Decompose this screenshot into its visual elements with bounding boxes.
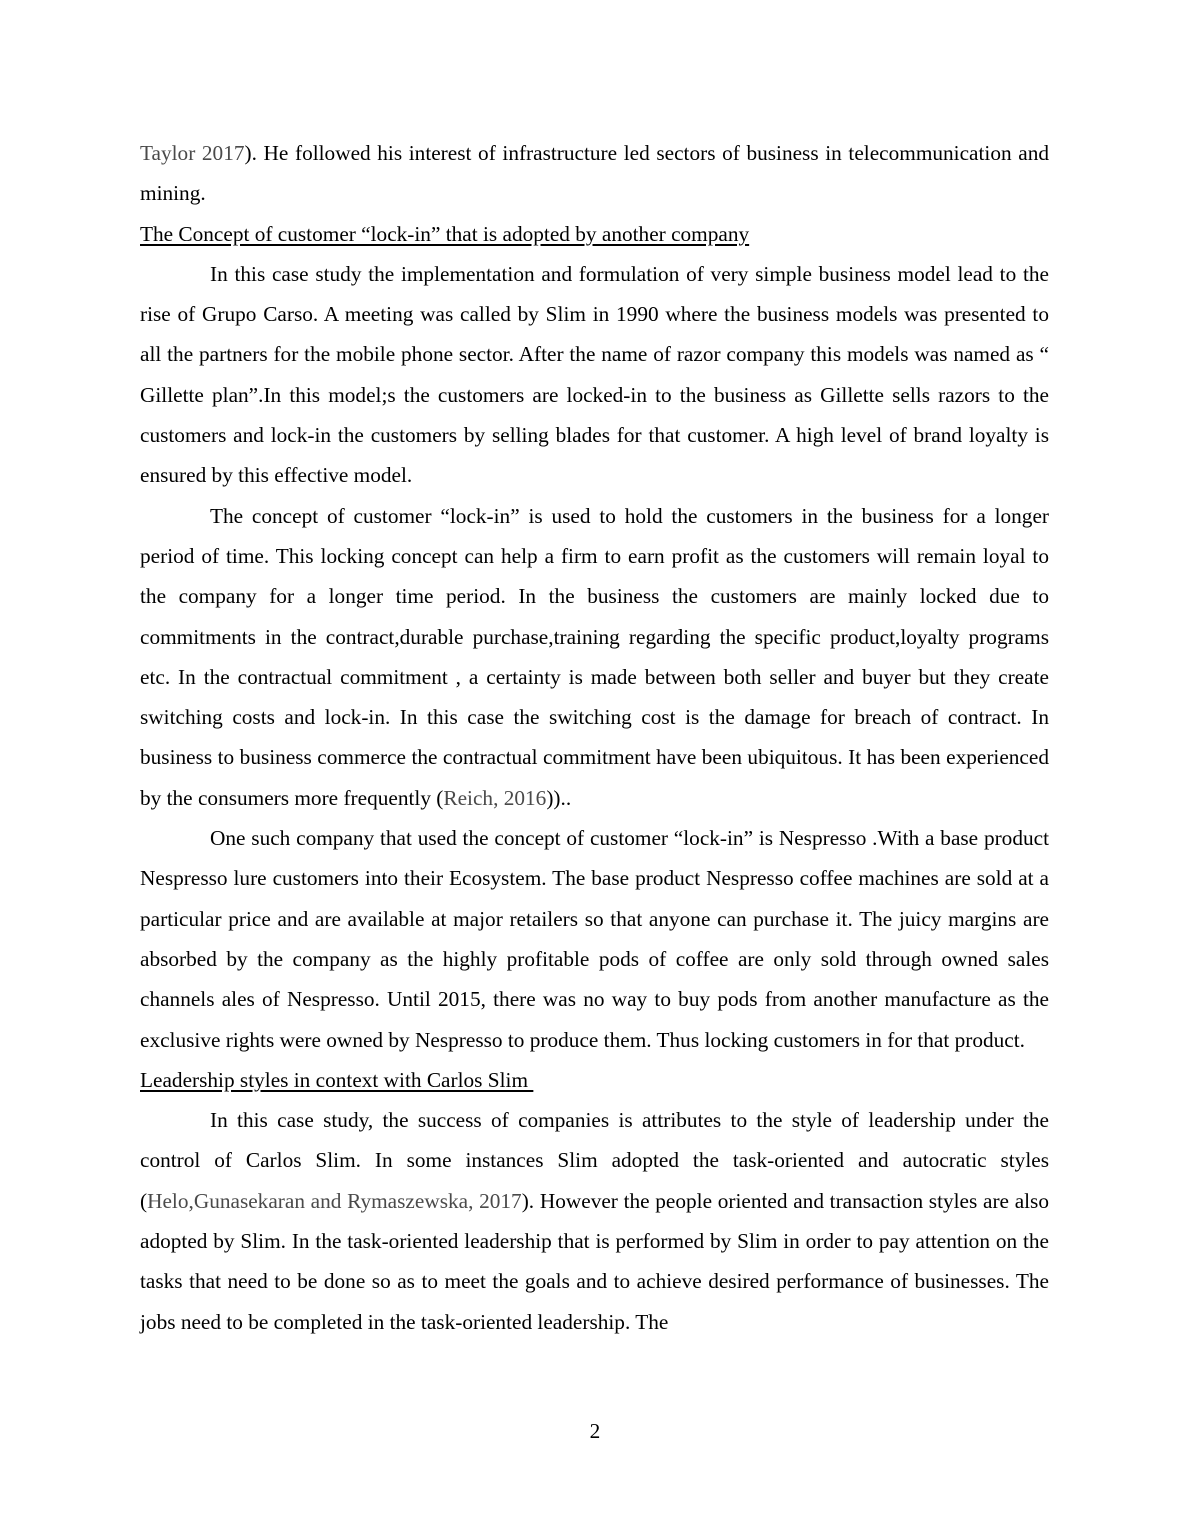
paragraph-lock-in-concept <box>140 496 1049 818</box>
paragraph-lock-in-end: )).. <box>546 785 572 810</box>
citation-taylor: Taylor 2017 <box>140 141 245 165</box>
paragraph-leadership-end: ). However the people oriented and transaction styles are also adopted by Slim. In the task-oriented leadership that is performed by Slim in order to pay attention on the tasks that need to be done so as to meet the goals and to achieve desired performance of businesses. The jobs need to be completed in the task-oriented leadership. The <box>140 1188 1049 1334</box>
paragraph-gillette-plan: In this case study the implementation and formulation of very simple business model lead to the rise of Grupo Carso. A meeting was called by Slim in 1990 where the business models was presented to all the partners for the mobile phone sector. After the name of razor company this models was named as “ Gillette plan”.In this model;s the customers are locked-in to the business as Gillette sells razors to the customers and lock-in the customers by selling blades for that customer. A high level of brand loyalty is ensured by this effective model. <box>140 261 1049 488</box>
document-page <box>140 133 1049 1342</box>
section-heading-lock-in: The Concept of customer “lock-in” that is adopted by another company <box>140 221 750 246</box>
citation-reich: Reich, 2016 <box>443 785 547 810</box>
section-heading-leadership: Leadership styles in context with Carlos Slim <box>140 1067 534 1092</box>
citation-helo: Helo,Gunasekaran and Rymaszewska, 2017 <box>147 1188 522 1213</box>
paragraph-leadership <box>140 1100 1049 1342</box>
paragraph-leadership-text: In this case study, the success of companies is attributes to the style of leadership under the control of Carlos Slim. In some instances Slim adopted the task-oriented and autocratic styles ( <box>140 1108 1049 1213</box>
continuation-paragraph <box>140 133 1049 214</box>
continuation-text: ). He followed his interest of infrastructure led sectors of business in telecommunication and mining. <box>140 141 1049 206</box>
page-number: 2 <box>589 1419 601 1443</box>
paragraph-lock-in-text: The concept of customer “lock-in” is used to hold the customers in the business for a longer period of time. This locking concept can help a firm to earn profit as the customers will remain loyal to the company for a longer time period. In the business the customers are mainly locked due to commitments in the contract,durable purchase,training regarding the specific product,loyalty programs etc. In the contractual commitment , a certainty is made between both seller and buyer but they create switching costs and lock-in. In this case the switching cost is the damage for breach of contract. In business to business commerce the contractual commitment have been ubiquitous. It has been experienced by the consumers more frequently ( <box>140 503 1049 810</box>
paragraph-nespresso: One such company that used the concept of customer “lock-in” is Nespresso .With a base product Nespresso lure customers into their Ecosystem. The base product Nespresso coffee machines are sold at a particular price and are available at major retailers so that anyone can purchase it. The juicy margins are absorbed by the company as the highly profitable pods of coffee are only sold through owned sales channels ales of Nespresso. Until 2015, there was no way to buy pods from another manufacture as the exclusive rights were owned by Nespresso to produce them. Thus locking customers in for that product. <box>140 826 1049 1052</box>
